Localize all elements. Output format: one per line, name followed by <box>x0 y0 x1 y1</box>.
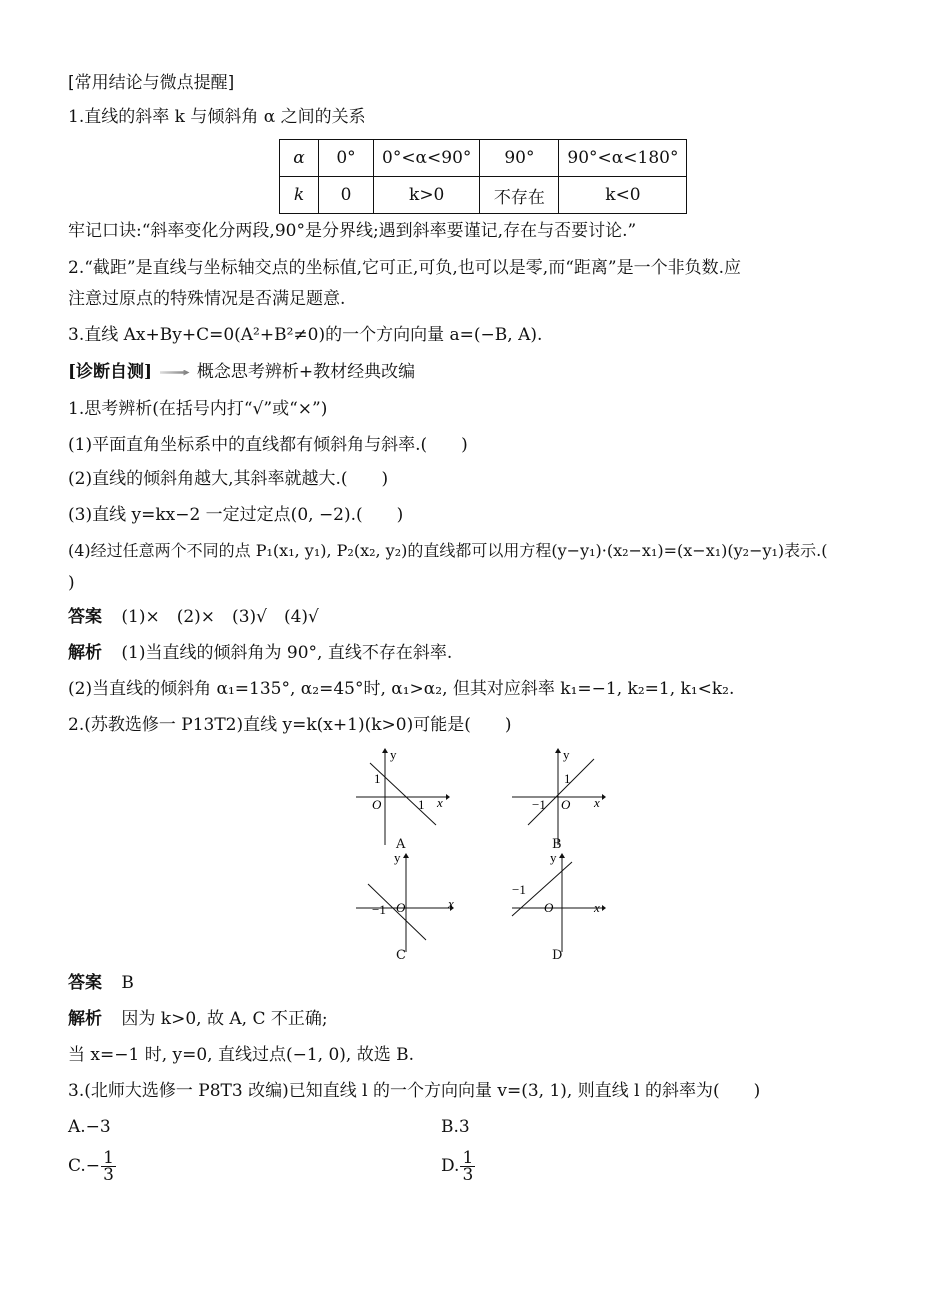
graph-label: O <box>396 900 406 915</box>
answer-label: 答案 <box>68 973 102 993</box>
option-d <box>441 1150 475 1183</box>
diagnosis-subtitle: 概念思考辨析+教材经典改编 <box>196 362 416 382</box>
answer-text: B <box>121 973 134 993</box>
graph-caption-d: D <box>552 948 563 963</box>
graph-label: x <box>594 900 600 915</box>
graph-label: x <box>448 896 454 911</box>
graph-label: O <box>561 797 571 812</box>
answer-label: 答案 <box>68 607 102 627</box>
table-cell: k <box>293 185 305 205</box>
paragraph-2-line-1: 2.“截距”是直线与坐标轴交点的坐标值,它可正,可负,也可以是零,而“距离”是一个非负数.应 <box>68 258 742 278</box>
graph-label: y <box>563 747 570 762</box>
table-row <box>280 177 687 214</box>
explanation-1b: (2)当直线的倾斜角 α₁=135°, α₂=45°时, α₁>α₂, 但其对应斜率 k₁=−1, k₂=1, k₁<k₂. <box>68 679 735 699</box>
option-c <box>68 1150 116 1183</box>
graph-caption-b: B <box>552 837 562 852</box>
graph-label: y <box>550 850 557 865</box>
graph-label: O <box>372 797 382 812</box>
answer-text: (1)× (2)× (3)√ (4)√ <box>121 607 319 627</box>
fraction <box>101 1150 116 1183</box>
table-cell: 不存在 <box>480 177 559 214</box>
graph-label: y <box>394 850 401 865</box>
mnemonic: 牢记口诀:“斜率变化分两段,90°是分界线;遇到斜率要谨记,存在与否要讨论.” <box>68 221 637 241</box>
graph-caption-c: C <box>396 948 406 963</box>
graph-label: x <box>437 795 443 810</box>
table-cell: 0°<α<90° <box>374 140 480 177</box>
graph-label: 1 <box>418 797 425 812</box>
graph-label: y <box>390 747 397 762</box>
graph-label: 1 <box>374 771 381 786</box>
graph-c <box>350 850 460 955</box>
graph-label: −1 <box>532 797 546 812</box>
fraction-denominator: 3 <box>462 1165 474 1185</box>
table-cell: 90° <box>480 140 559 177</box>
option-d-prefix: D. <box>441 1156 460 1176</box>
option-b: B.3 <box>441 1117 470 1137</box>
explanation-label: 解析 <box>68 643 102 663</box>
question-1-item-4-end: ) <box>68 573 75 593</box>
table-cell: 90°<α<180° <box>559 140 687 177</box>
question-1-title: 1.思考辨析(在括号内打“√”或“×”) <box>68 399 328 419</box>
paragraph-1-title: 1.直线的斜率 k 与倾斜角 α 之间的关系 <box>68 107 366 127</box>
fraction-numerator: 1 <box>103 1148 114 1168</box>
explanation-1a <box>68 642 452 664</box>
section-heading: [常用结论与微点提醒] <box>68 73 235 93</box>
slope-angle-table <box>279 139 687 214</box>
explanation-2a <box>68 1008 328 1030</box>
table-cell: k<0 <box>559 177 687 214</box>
table-cell: 0 <box>319 177 374 214</box>
arrow-icon <box>160 370 190 376</box>
fraction-numerator: 1 <box>462 1148 474 1168</box>
explanation-text: 因为 k>0, 故 A, C 不正确; <box>121 1009 328 1029</box>
option-a: A.−3 <box>68 1117 111 1137</box>
graph-label: −1 <box>372 902 386 917</box>
question-1-item-2: (2)直线的倾斜角越大,其斜率就越大.( ) <box>68 469 389 489</box>
graph-caption-a: A <box>396 837 406 852</box>
paragraph-3: 3.直线 Ax+By+C=0(A²+B²≠0)的一个方向向量 a=(−B, A). <box>68 325 543 345</box>
table-cell: 0° <box>319 140 374 177</box>
explanation-text: (1)当直线的倾斜角为 90°, 直线不存在斜率. <box>121 643 453 663</box>
question-1-item-1: (1)平面直角坐标系中的直线都有倾斜角与斜率.( ) <box>68 435 468 455</box>
table-row <box>280 140 687 177</box>
diagnosis-title: [诊断自测] <box>68 362 153 382</box>
fraction <box>460 1150 475 1183</box>
graph-label: O <box>544 900 554 915</box>
table-cell: α <box>293 148 305 168</box>
graph-label: x <box>594 795 600 810</box>
explanation-label: 解析 <box>68 1009 102 1029</box>
table-cell: k>0 <box>374 177 480 214</box>
graph-d <box>506 850 606 955</box>
question-3: 3.(北师大选修一 P8T3 改编)已知直线 l 的一个方向向量 v=(3, 1), 则直线 l 的斜率为( ) <box>68 1081 761 1101</box>
graph-label: −1 <box>512 882 526 897</box>
fraction-denominator: 3 <box>103 1165 114 1185</box>
answer-1 <box>68 606 319 628</box>
question-1-item-4: (4)经过任意两个不同的点 P₁(x₁, y₁), P₂(x₂, y₂)的直线都可以用方程(y−y₁)·(x₂−x₁)=(x−x₁)(y₂−y₁)表示.( <box>68 541 828 560</box>
question-1-item-3: (3)直线 y=kx−2 一定过定点(0, −2).( ) <box>68 505 404 525</box>
answer-2 <box>68 972 134 994</box>
diagnosis-header <box>68 361 415 383</box>
question-2: 2.(苏教选修一 P13T2)直线 y=k(x+1)(k>0)可能是( ) <box>68 715 512 735</box>
explanation-2b: 当 x=−1 时, y=0, 直线过点(−1, 0), 故选 B. <box>68 1045 415 1065</box>
paragraph-2-line-2: 注意过原点的特殊情况是否满足题意. <box>68 289 346 309</box>
option-c-prefix: C.− <box>68 1156 101 1176</box>
graph-label: 1 <box>564 771 571 786</box>
